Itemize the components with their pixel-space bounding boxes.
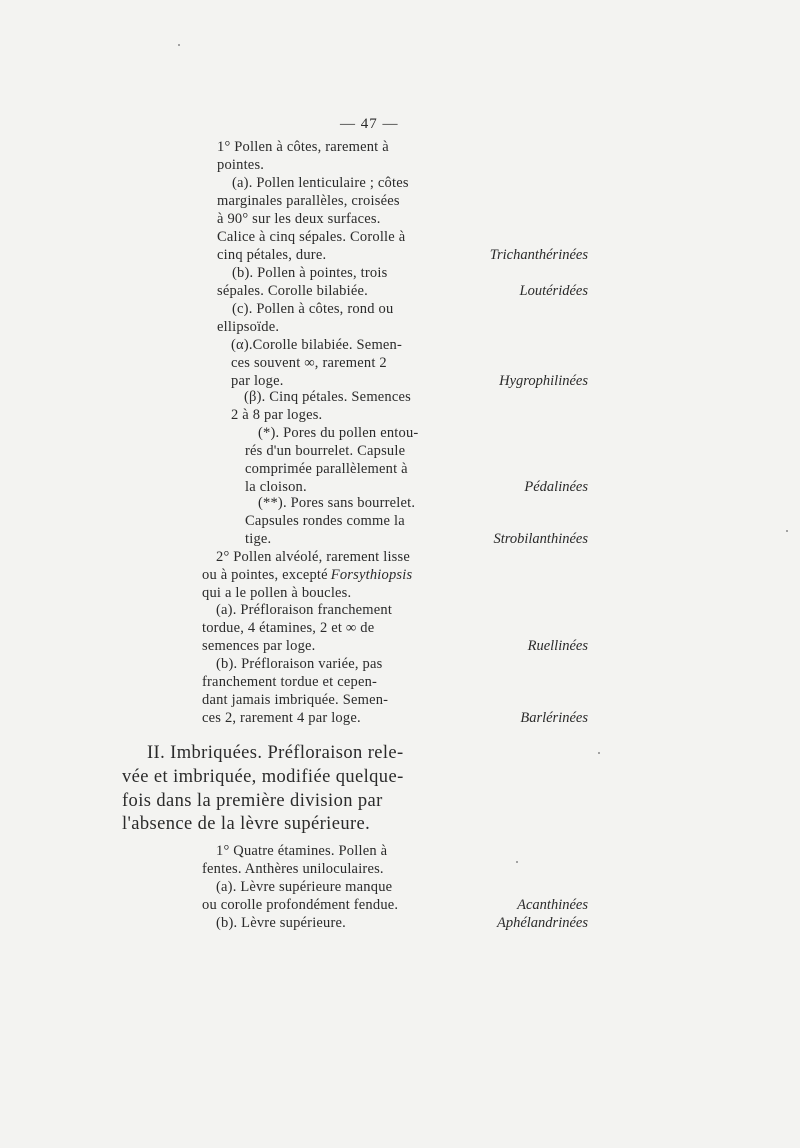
genus-name: Forsythiopsis — [330, 567, 413, 583]
text-line: la cloison. — [245, 479, 307, 495]
scan-speck — [786, 530, 788, 532]
taxon-label: Barlérinées — [520, 710, 588, 726]
text-line: 2° Pollen alvéolé, rarement lisse — [216, 549, 410, 565]
text-line: (c). Pollen à côtes, rond ou — [232, 301, 394, 317]
section-line: fois dans la première division par — [122, 791, 383, 811]
text-line: (b). Lèvre supérieure. — [216, 915, 347, 931]
text-line: (b). Préfloraison variée, pas — [216, 656, 383, 672]
text-line: sépales. Corolle bilabiée. — [217, 283, 368, 299]
text-line: (b). Pollen à pointes, trois — [232, 265, 388, 281]
text-line — [202, 567, 412, 584]
page-number: — 47 — — [340, 116, 399, 132]
text-line: (a). Préfloraison franchement — [216, 602, 393, 618]
text-line: (α).Corolle bilabiée. Semen- — [231, 337, 403, 353]
text-line: Calice à cinq sépales. Corolle à — [217, 229, 406, 245]
text-line: ou corolle profondément fendue. — [202, 897, 399, 913]
taxon-label: Aphélandrinées — [496, 915, 588, 931]
section-line: II. Imbriquées. Préfloraison rele- — [147, 743, 404, 763]
section-line: vée et imbriquée, modifiée quelque- — [122, 767, 404, 787]
text-line: franchement tordue et cepen- — [202, 674, 378, 690]
taxon-label: Loutéridées — [519, 283, 588, 299]
taxon-label: Hygrophilinées — [499, 373, 588, 389]
text-line: marginales parallèles, croisées — [217, 193, 400, 209]
text-line: 2 à 8 par loges. — [231, 407, 323, 423]
text-line: (a). Lèvre supérieure manque — [216, 879, 393, 895]
text-line: (**). Pores sans bourrelet. — [258, 495, 416, 511]
scan-speck — [178, 44, 180, 46]
text-line: semences par loge. — [202, 638, 316, 654]
text-line: (*). Pores du pollen entou- — [258, 425, 419, 441]
taxon-label: Strobilanthinées — [493, 531, 588, 547]
text-span: ou à pointes, excepté — [202, 567, 328, 583]
text-line: cinq pétales, dure. — [217, 247, 327, 263]
text-line: 1° Pollen à côtes, rarement à — [217, 139, 389, 155]
text-line: ces souvent ∞, rarement 2 — [231, 355, 387, 371]
taxon-label: Trichanthérinées — [489, 247, 588, 263]
text-line: tordue, 4 étamines, 2 et ∞ de — [202, 620, 375, 636]
text-line: Capsules rondes comme la — [245, 513, 405, 529]
text-line: (a). Pollen lenticulaire ; côtes — [232, 175, 409, 191]
text-line: ces 2, rarement 4 par loge. — [202, 710, 361, 726]
text-line: ellipsoïde. — [217, 319, 280, 335]
text-line: tige. — [245, 531, 272, 547]
scan-speck — [598, 752, 600, 754]
taxon-label: Pédalinées — [524, 479, 588, 495]
text-line: dant jamais imbriquée. Semen- — [202, 692, 389, 708]
scan-speck — [516, 861, 518, 863]
section-line: l'absence de la lèvre supérieure. — [122, 814, 371, 834]
text-line: qui a le pollen à boucles. — [202, 585, 352, 601]
text-line: 1° Quatre étamines. Pollen à — [216, 843, 388, 859]
text-line: fentes. Anthères uniloculaires. — [202, 861, 384, 877]
taxon-label: Ruellinées — [527, 638, 588, 654]
text-line: comprimée parallèlement à — [245, 461, 408, 477]
taxon-label: Acanthinées — [517, 897, 588, 913]
text-line: (β). Cinq pétales. Semences — [244, 389, 411, 405]
text-line: à 90° sur les deux surfaces. — [217, 211, 381, 227]
text-line: rés d'un bourrelet. Capsule — [245, 443, 406, 459]
text-line: par loge. — [231, 373, 284, 389]
text-line: pointes. — [217, 157, 265, 173]
